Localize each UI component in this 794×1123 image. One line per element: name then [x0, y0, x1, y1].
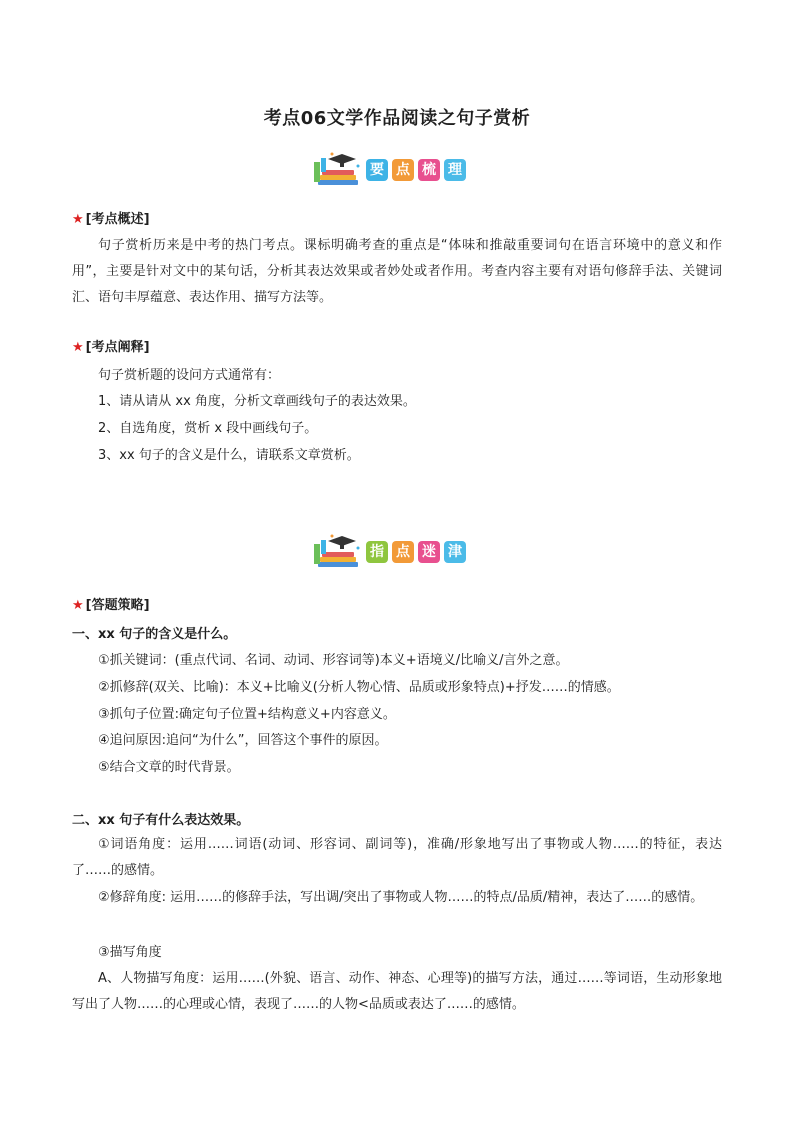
- strategy-part2-paragraph: ②修辞角度: 运用……的修辞手法，写出调/突出了事物或人物……的特点/品质/精神，表达了……的感情。: [98, 890, 704, 905]
- strategy-part2-paragraph: ①词语角度：运用……词语(动词、形容词、副词等)，准确/形象地写出了事物或人物……的特征，表达了……的感情。: [72, 837, 722, 878]
- badge-char: 要: [366, 159, 388, 181]
- strategy-part2-title: 二、xx 句子有什么表达效果。: [72, 813, 250, 828]
- books-graduation-icon: [312, 150, 362, 190]
- badge-char: 指: [366, 541, 388, 563]
- explanation-line: 3、xx 句子的含义是什么，请联系文章赏析。: [98, 448, 360, 463]
- section-heading-strategy: ★ [答题策略]: [72, 598, 150, 613]
- badge-char: 点: [392, 541, 414, 563]
- star-icon: ★: [72, 598, 84, 613]
- strategy-part2-paragraph: ③描写角度: [98, 945, 162, 960]
- strategy-part1-line: ①抓关键词：(重点代词、名词、动词、形容词等)本义+语境义/比喻义/言外之意。: [98, 653, 569, 668]
- section-heading-overview: ★ [考点概述]: [72, 212, 150, 227]
- guidance-badges: [366, 541, 466, 563]
- strategy-part1-title: 一、xx 句子的含义是什么。: [72, 627, 237, 642]
- strategy-part1-line: ④追问原因:追问“为什么”，回答这个事件的原因。: [98, 733, 388, 748]
- badge-char: 迷: [418, 541, 440, 563]
- star-icon: ★: [72, 212, 84, 227]
- strategy-part2-paragraph: A、人物描写角度：运用……(外貌、语言、动作、神态、心理等)的描写方法，通过……等词语，生动形象地写出了人物……的心理或心情，表现了……的人物<品质或表达了……的感情。: [72, 971, 722, 1012]
- explanation-line: 1、请从请从 xx 角度，分析文章画线句子的表达效果。: [98, 394, 416, 409]
- star-icon: ★: [72, 340, 84, 355]
- strategy-part1-line: ②抓修辞(双关、比喻)：本义+比喻义(分析人物心情、品质或形象特点)+抒发……的情感。: [98, 680, 620, 695]
- explanation-line: 2、自选角度，赏析 x 段中画线句子。: [98, 421, 318, 436]
- books-graduation-icon: [312, 532, 362, 572]
- page-title: 考点06文学作品阅读之句子赏析: [263, 108, 531, 129]
- badge-char: 点: [392, 159, 414, 181]
- badge-char: 理: [444, 159, 466, 181]
- section-heading-explanation: ★ [考点阐释]: [72, 340, 150, 355]
- explanation-line: 句子赏析题的设问方式通常有：: [98, 368, 281, 383]
- key-points-badges: [366, 159, 466, 181]
- strategy-part1-line: ⑤结合文章的时代背景。: [98, 760, 240, 775]
- strategy-part1-line: ③抓句子位置:确定句子位置+结构意义+内容意义。: [98, 707, 396, 722]
- badge-char: 梳: [418, 159, 440, 181]
- badge-char: 津: [444, 541, 466, 563]
- section-banner-guidance: [312, 532, 484, 572]
- section-banner-key-points: [312, 150, 484, 190]
- overview-paragraph: 句子赏析历来是中考的热门考点。课标明确考查的重点是“体味和推敲重要词句在语言环境中的意义和作用”，主要是针对文中的某句话，分析其表达效果或者妙处或者作用。考查内容主要有对语句修辞手法、关键词汇、语句丰厚蕴意、表达作用、描写方法等。: [72, 238, 722, 305]
